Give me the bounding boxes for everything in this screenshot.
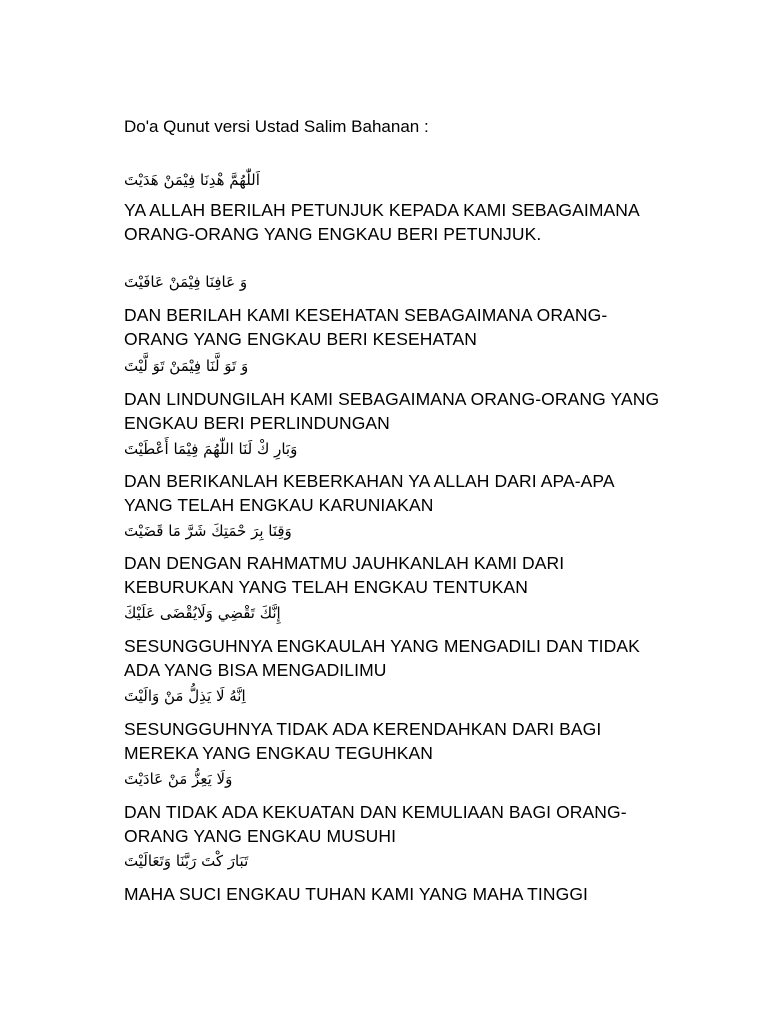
arabic-verse-1: اَللّٰهُمَّ هْدِنَا فِيْمَنْ هَدَيْتَ <box>124 171 260 189</box>
translation-7: SESUNGGUHNYA TIDAK ADA KERENDAHKAN DARI BAGI MEREKA YANG ENGKAU TEGUHKAN <box>124 719 602 763</box>
translation-3: DAN LINDUNGILAH KAMI SEBAGAIMANA ORANG-ORANG YANG ENGKAU BERI PERLINDUNGAN <box>124 389 660 433</box>
arabic-verse-5: وَقِنَا بِرَ حْمَتِكَ شَرَّ مَا قَضَيْتَ <box>124 522 292 540</box>
arabic-verse-6: إِنَّكَ تَقْضِي وَلَايُقْضَى عَلَيْكَ <box>124 604 281 622</box>
arabic-verse-3: وَ تَوَ لَّنَا فِيْمَنْ تَوَ لَّيْتَ <box>124 357 249 375</box>
document-heading: Do'a Qunut versi Ustad Salim Bahanan : <box>124 117 429 136</box>
translation-1: YA ALLAH BERILAH PETUNJUK KEPADA KAMI SEBAGAIMANA ORANG-ORANG YANG ENGKAU BERI PETUNJUK. <box>124 200 639 244</box>
arabic-verse-4: وَبَارِ كْ لَنَا اللّٰهُمَ فِيْمَا أَعْطَيْتَ <box>124 440 298 458</box>
translation-4: DAN BERIKANLAH KEBERKAHAN YA ALLAH DARI APA-APA YANG TELAH ENGKAU KARUNIAKAN <box>124 471 614 515</box>
arabic-verse-9: تَبَارَ كْتَ رَبَّنَا وَتَعَالَيْتَ <box>124 852 249 870</box>
translation-2: DAN BERILAH KAMI KESEHATAN SEBAGAIMANA ORANG-ORANG YANG ENGKAU BERI KESEHATAN <box>124 305 608 349</box>
arabic-verse-2: وَ عَافِنَا فِيْمَنْ عَافَيْتَ <box>124 273 248 291</box>
translation-5: DAN DENGAN RAHMATMU JAUHKANLAH KAMI DARI KEBURUKAN YANG TELAH ENGKAU TENTUKAN <box>124 553 565 597</box>
arabic-verse-8: وَلَا يَعِزُّ مَنْ عَادَيْتَ <box>124 770 233 788</box>
translation-8: DAN TIDAK ADA KEKUATAN DAN KEMULIAAN BAGI ORANG-ORANG YANG ENGKAU MUSUHI <box>124 802 627 846</box>
arabic-verse-7: اِنَّهُ لَا يَذِلُّ مَنْ وَالَيْتَ <box>124 687 246 705</box>
translation-9: MAHA SUCI ENGKAU TUHAN KAMI YANG MAHA TINGGI <box>124 884 589 904</box>
translation-6: SESUNGGUHNYA ENGKAULAH YANG MENGADILI DAN TIDAK ADA YANG BISA MENGADILIMU <box>124 636 640 680</box>
